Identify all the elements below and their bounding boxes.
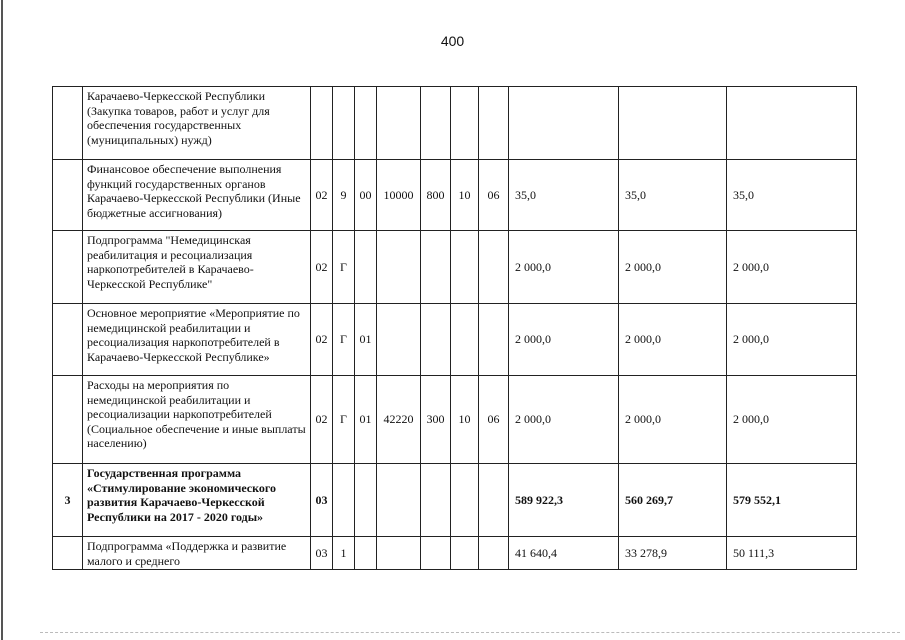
table-row (53, 537, 857, 570)
code-direction (377, 464, 421, 537)
budget-table (52, 86, 857, 570)
amount-year-1: 589 922,3 (509, 464, 619, 537)
row-number: 3 (53, 464, 83, 537)
code-program: 02 (311, 231, 333, 304)
amount-year-2: 35,0 (619, 160, 727, 231)
amount-year-3 (727, 87, 857, 160)
code-direction (377, 87, 421, 160)
code-program (311, 87, 333, 160)
amount-year-1 (509, 87, 619, 160)
amount-year-3: 2 000,0 (727, 231, 857, 304)
row-number (53, 376, 83, 464)
code-program: 02 (311, 376, 333, 464)
code-event (355, 537, 377, 570)
code-subsection (479, 87, 509, 160)
code-direction: 10000 (377, 160, 421, 231)
code-expense-type (421, 231, 451, 304)
code-expense-type (421, 464, 451, 537)
code-expense-type: 300 (421, 376, 451, 464)
code-expense-type (421, 537, 451, 570)
row-description: Финансовое обеспечение выполнения функций государственных органов Карачаево-Черкесской Республики (Иные бюджетные ассигнования) (83, 160, 311, 231)
code-program: 03 (311, 464, 333, 537)
row-description: Расходы на мероприятия по немедицинской реабилитации и ресоциализации наркопотребителей (Социальное обеспечение и иные выплаты населению) (83, 376, 311, 464)
amount-year-3: 2 000,0 (727, 376, 857, 464)
code-section (451, 537, 479, 570)
code-program: 02 (311, 160, 333, 231)
code-section (451, 231, 479, 304)
code-subprogram (333, 464, 355, 537)
table-row-program (53, 464, 857, 537)
amount-year-1: 2 000,0 (509, 231, 619, 304)
code-subprogram: Г (333, 304, 355, 376)
code-subprogram: 1 (333, 537, 355, 570)
table-row (53, 376, 857, 464)
amount-year-3: 50 111,3 (727, 537, 857, 570)
code-event (355, 87, 377, 160)
scan-edge (40, 632, 900, 634)
page-number: 400 (440, 33, 465, 49)
code-event (355, 464, 377, 537)
table-row (53, 160, 857, 231)
code-section (451, 464, 479, 537)
code-expense-type (421, 304, 451, 376)
row-description: Основное мероприятие «Мероприятие по немедицинской реабилитации и ресоциализация наркопотребителей в Карачаево-Черкесской Республике» (83, 304, 311, 376)
amount-year-2 (619, 87, 727, 160)
row-number (53, 537, 83, 570)
code-expense-type (421, 87, 451, 160)
amount-year-1: 35,0 (509, 160, 619, 231)
amount-year-1: 41 640,4 (509, 537, 619, 570)
code-event (355, 231, 377, 304)
code-event: 01 (355, 304, 377, 376)
row-description: Подпрограмма «Поддержка и развитие малого и среднего (83, 537, 311, 570)
row-description: Подпрограмма "Немедицинская реабилитация и ресоциализация наркопотребителей в Карачаево-Черкесской Республике" (83, 231, 311, 304)
code-event: 00 (355, 160, 377, 231)
amount-year-3: 35,0 (727, 160, 857, 231)
code-section: 10 (451, 376, 479, 464)
amount-year-3: 579 552,1 (727, 464, 857, 537)
code-subsection (479, 464, 509, 537)
table-row (53, 87, 857, 160)
code-subsection (479, 304, 509, 376)
code-program: 02 (311, 304, 333, 376)
amount-year-2: 560 269,7 (619, 464, 727, 537)
code-direction: 42220 (377, 376, 421, 464)
table-row (53, 231, 857, 304)
amount-year-2: 2 000,0 (619, 376, 727, 464)
page-edge (1, 0, 3, 640)
table-row (53, 304, 857, 376)
code-subsection: 06 (479, 376, 509, 464)
row-description: Карачаево-Черкесской Республики (Закупка товаров, работ и услуг для обеспечения государственных (муниципальных) нужд) (83, 87, 311, 160)
code-direction (377, 304, 421, 376)
code-subprogram: Г (333, 376, 355, 464)
code-program: 03 (311, 537, 333, 570)
amount-year-1: 2 000,0 (509, 304, 619, 376)
row-number (53, 304, 83, 376)
amount-year-2: 2 000,0 (619, 231, 727, 304)
code-subprogram: 9 (333, 160, 355, 231)
row-number (53, 231, 83, 304)
code-section: 10 (451, 160, 479, 231)
code-event: 01 (355, 376, 377, 464)
code-subprogram (333, 87, 355, 160)
code-expense-type: 800 (421, 160, 451, 231)
amount-year-1: 2 000,0 (509, 376, 619, 464)
code-subprogram: Г (333, 231, 355, 304)
amount-year-3: 2 000,0 (727, 304, 857, 376)
code-subsection (479, 231, 509, 304)
code-section (451, 304, 479, 376)
code-direction (377, 537, 421, 570)
row-number (53, 87, 83, 160)
amount-year-2: 2 000,0 (619, 304, 727, 376)
code-direction (377, 231, 421, 304)
code-subsection: 06 (479, 160, 509, 231)
amount-year-2: 33 278,9 (619, 537, 727, 570)
row-number (53, 160, 83, 231)
code-section (451, 87, 479, 160)
row-description: Государственная программа «Стимулирование экономического развития Карачаево-Черкесской Республики на 2017 - 2020 годы» (83, 464, 311, 537)
code-subsection (479, 537, 509, 570)
